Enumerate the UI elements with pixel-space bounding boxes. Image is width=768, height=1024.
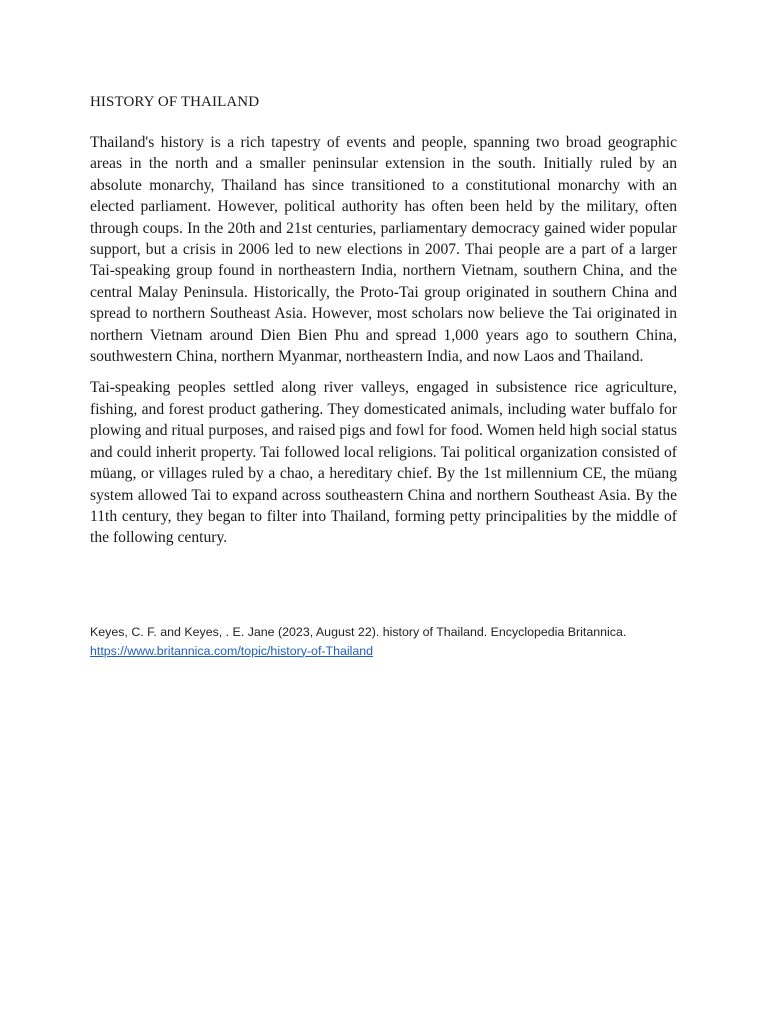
document-title: HISTORY OF THAILAND [90,94,260,110]
document-body [90,92,677,559]
reference-citation: Keyes, C. F. and Keyes, . E. Jane (2023, August 22). history of Thailand. Encyclopedia Britannica. [90,625,627,639]
paragraph-1: Thailand's history is a rich tapestry of events and people, spanning two broad geographic areas in the north and a smaller peninsular extension in the south. Initially ruled by an absolute monarchy, Thailand has since transitioned to a constitutional monarchy with an elected parliament. However, political authority has often been held by the military, often through coups. In the 20th and 21st centuries, parliamentary democracy gained wider popular support, but a crisis in 2006 led to new elections in 2007. Thai people are a part of a larger Tai-speaking group found in northeastern India, northern Vietnam, southern China, and the central Malay Peninsula. Historically, the Proto-Tai group originated in southern China and spread to northern Southeast Asia. However, most scholars now believe the Tai originated in northern Vietnam around Dien Bien Phu and spread 1,000 years ago to southern China, southwestern China, northern Myanmar, northeastern India, and now Laos and Thailand. [90,134,677,366]
reference-block [90,623,690,660]
reference-link[interactable]: https://www.britannica.com/topic/history-of-Thailand [90,643,374,658]
paragraph-2: Tai-speaking peoples settled along river valleys, engaged in subsistence rice agriculture, fishing, and forest product gathering. They domesticated animals, including water buffalo for plowing and ritual purposes, and raised pigs and fowl for food. Women held high social status and could inherit property. Tai followed local religions. Tai political organization consisted of müang, or villages ruled by a chao, a hereditary chief. By the 1st millennium CE, the müang system allowed Tai to expand across southeastern China and northern Southeast Asia. By the 11th century, they began to filter into Thailand, forming petty principalities by the middle of the following century. [90,379,677,547]
